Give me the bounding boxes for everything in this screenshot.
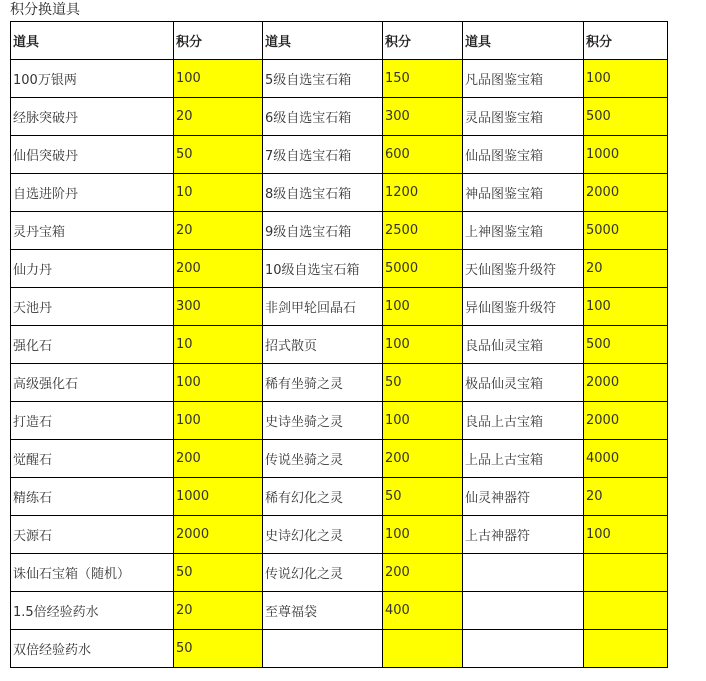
item-cell: 100万银两 [11, 60, 174, 98]
points-cell: 100 [174, 364, 263, 402]
table-row [11, 630, 668, 668]
points-cell: 500 [584, 98, 668, 136]
page-caption: 积分换道具 [10, 2, 80, 18]
points-cell: 1000 [174, 478, 263, 516]
points-cell: 50 [174, 136, 263, 174]
table-row [11, 136, 668, 174]
item-cell: 天池丹 [11, 288, 174, 326]
item-cell: 神品图鉴宝箱 [463, 174, 584, 212]
points-cell: 2000 [174, 516, 263, 554]
table-row [11, 326, 668, 364]
table-row [11, 554, 668, 592]
table-row [11, 516, 668, 554]
item-cell: 上神图鉴宝箱 [463, 212, 584, 250]
table-row [11, 212, 668, 250]
points-cell: 20 [174, 592, 263, 630]
points-cell: 150 [383, 60, 463, 98]
item-cell: 招式散页 [263, 326, 383, 364]
points-cell: 100 [174, 60, 263, 98]
item-cell: 天仙图鉴升级符 [463, 250, 584, 288]
points-cell: 100 [174, 402, 263, 440]
item-cell: 觉醒石 [11, 440, 174, 478]
points-cell: 200 [174, 440, 263, 478]
points-cell: 100 [584, 60, 668, 98]
item-cell: 5级自选宝石箱 [263, 60, 383, 98]
item-cell: 史诗坐骑之灵 [263, 402, 383, 440]
item-cell: 7级自选宝石箱 [263, 136, 383, 174]
table-row [11, 174, 668, 212]
table-header-row [11, 22, 668, 60]
points-cell [584, 630, 668, 668]
points-cell: 500 [584, 326, 668, 364]
points-cell: 2500 [383, 212, 463, 250]
points-cell: 300 [174, 288, 263, 326]
item-cell: 传说坐骑之灵 [263, 440, 383, 478]
table-row [11, 60, 668, 98]
item-cell: 灵丹宝箱 [11, 212, 174, 250]
points-cell: 5000 [584, 212, 668, 250]
item-cell: 精练石 [11, 478, 174, 516]
points-cell: 600 [383, 136, 463, 174]
points-cell: 100 [584, 516, 668, 554]
table-row [11, 364, 668, 402]
header-points-1: 积分 [174, 22, 263, 60]
item-cell: 稀有坐骑之灵 [263, 364, 383, 402]
item-cell: 双倍经验药水 [11, 630, 174, 668]
header-points-3: 积分 [584, 22, 668, 60]
table-row [11, 478, 668, 516]
item-cell: 非剑甲轮回晶石 [263, 288, 383, 326]
points-cell [383, 630, 463, 668]
item-cell: 8级自选宝石箱 [263, 174, 383, 212]
item-cell: 极品仙灵宝箱 [463, 364, 584, 402]
points-cell: 200 [174, 250, 263, 288]
points-cell: 20 [584, 250, 668, 288]
table-row [11, 592, 668, 630]
item-cell: 天源石 [11, 516, 174, 554]
item-cell: 仙品图鉴宝箱 [463, 136, 584, 174]
points-cell [584, 592, 668, 630]
points-cell: 20 [174, 98, 263, 136]
item-cell: 史诗幻化之灵 [263, 516, 383, 554]
points-cell: 4000 [584, 440, 668, 478]
points-cell: 50 [383, 478, 463, 516]
item-cell: 凡品图鉴宝箱 [463, 60, 584, 98]
item-cell: 灵品图鉴宝箱 [463, 98, 584, 136]
item-cell: 仙侣突破丹 [11, 136, 174, 174]
points-exchange-table [10, 21, 668, 668]
points-cell: 10 [174, 326, 263, 364]
table-row [11, 250, 668, 288]
header-item-3: 道具 [463, 22, 584, 60]
item-cell: 诛仙石宝箱（随机） [11, 554, 174, 592]
header-points-2: 积分 [383, 22, 463, 60]
points-cell: 300 [383, 98, 463, 136]
item-cell [463, 630, 584, 668]
points-cell: 100 [383, 516, 463, 554]
item-cell: 6级自选宝石箱 [263, 98, 383, 136]
points-cell: 50 [174, 630, 263, 668]
points-cell: 2000 [584, 174, 668, 212]
item-cell: 良品上古宝箱 [463, 402, 584, 440]
item-cell: 至尊福袋 [263, 592, 383, 630]
item-cell: 强化石 [11, 326, 174, 364]
table-row [11, 440, 668, 478]
header-item-2: 道具 [263, 22, 383, 60]
points-cell: 20 [174, 212, 263, 250]
header-item-1: 道具 [11, 22, 174, 60]
points-cell: 50 [174, 554, 263, 592]
item-cell: 稀有幻化之灵 [263, 478, 383, 516]
points-cell: 2000 [584, 364, 668, 402]
points-cell: 100 [383, 326, 463, 364]
points-cell: 100 [383, 288, 463, 326]
points-cell: 2000 [584, 402, 668, 440]
item-cell: 9级自选宝石箱 [263, 212, 383, 250]
points-cell [584, 554, 668, 592]
points-cell: 20 [584, 478, 668, 516]
item-cell [463, 554, 584, 592]
item-cell: 自选进阶丹 [11, 174, 174, 212]
points-cell: 200 [383, 440, 463, 478]
item-cell: 上品上古宝箱 [463, 440, 584, 478]
item-cell: 仙灵神器符 [463, 478, 584, 516]
item-cell [463, 592, 584, 630]
item-cell: 经脉突破丹 [11, 98, 174, 136]
table-row [11, 288, 668, 326]
points-cell: 10 [174, 174, 263, 212]
points-cell: 400 [383, 592, 463, 630]
item-cell: 打造石 [11, 402, 174, 440]
item-cell: 良品仙灵宝箱 [463, 326, 584, 364]
item-cell: 传说幻化之灵 [263, 554, 383, 592]
item-cell: 上古神器符 [463, 516, 584, 554]
points-cell: 1200 [383, 174, 463, 212]
table-row [11, 98, 668, 136]
points-cell: 100 [584, 288, 668, 326]
item-cell [263, 630, 383, 668]
points-cell: 200 [383, 554, 463, 592]
item-cell: 1.5倍经验药水 [11, 592, 174, 630]
points-cell: 100 [383, 402, 463, 440]
points-cell: 50 [383, 364, 463, 402]
item-cell: 异仙图鉴升级符 [463, 288, 584, 326]
points-cell: 1000 [584, 136, 668, 174]
item-cell: 10级自选宝石箱 [263, 250, 383, 288]
item-cell: 仙力丹 [11, 250, 174, 288]
points-cell: 5000 [383, 250, 463, 288]
table-row [11, 402, 668, 440]
item-cell: 高级强化石 [11, 364, 174, 402]
